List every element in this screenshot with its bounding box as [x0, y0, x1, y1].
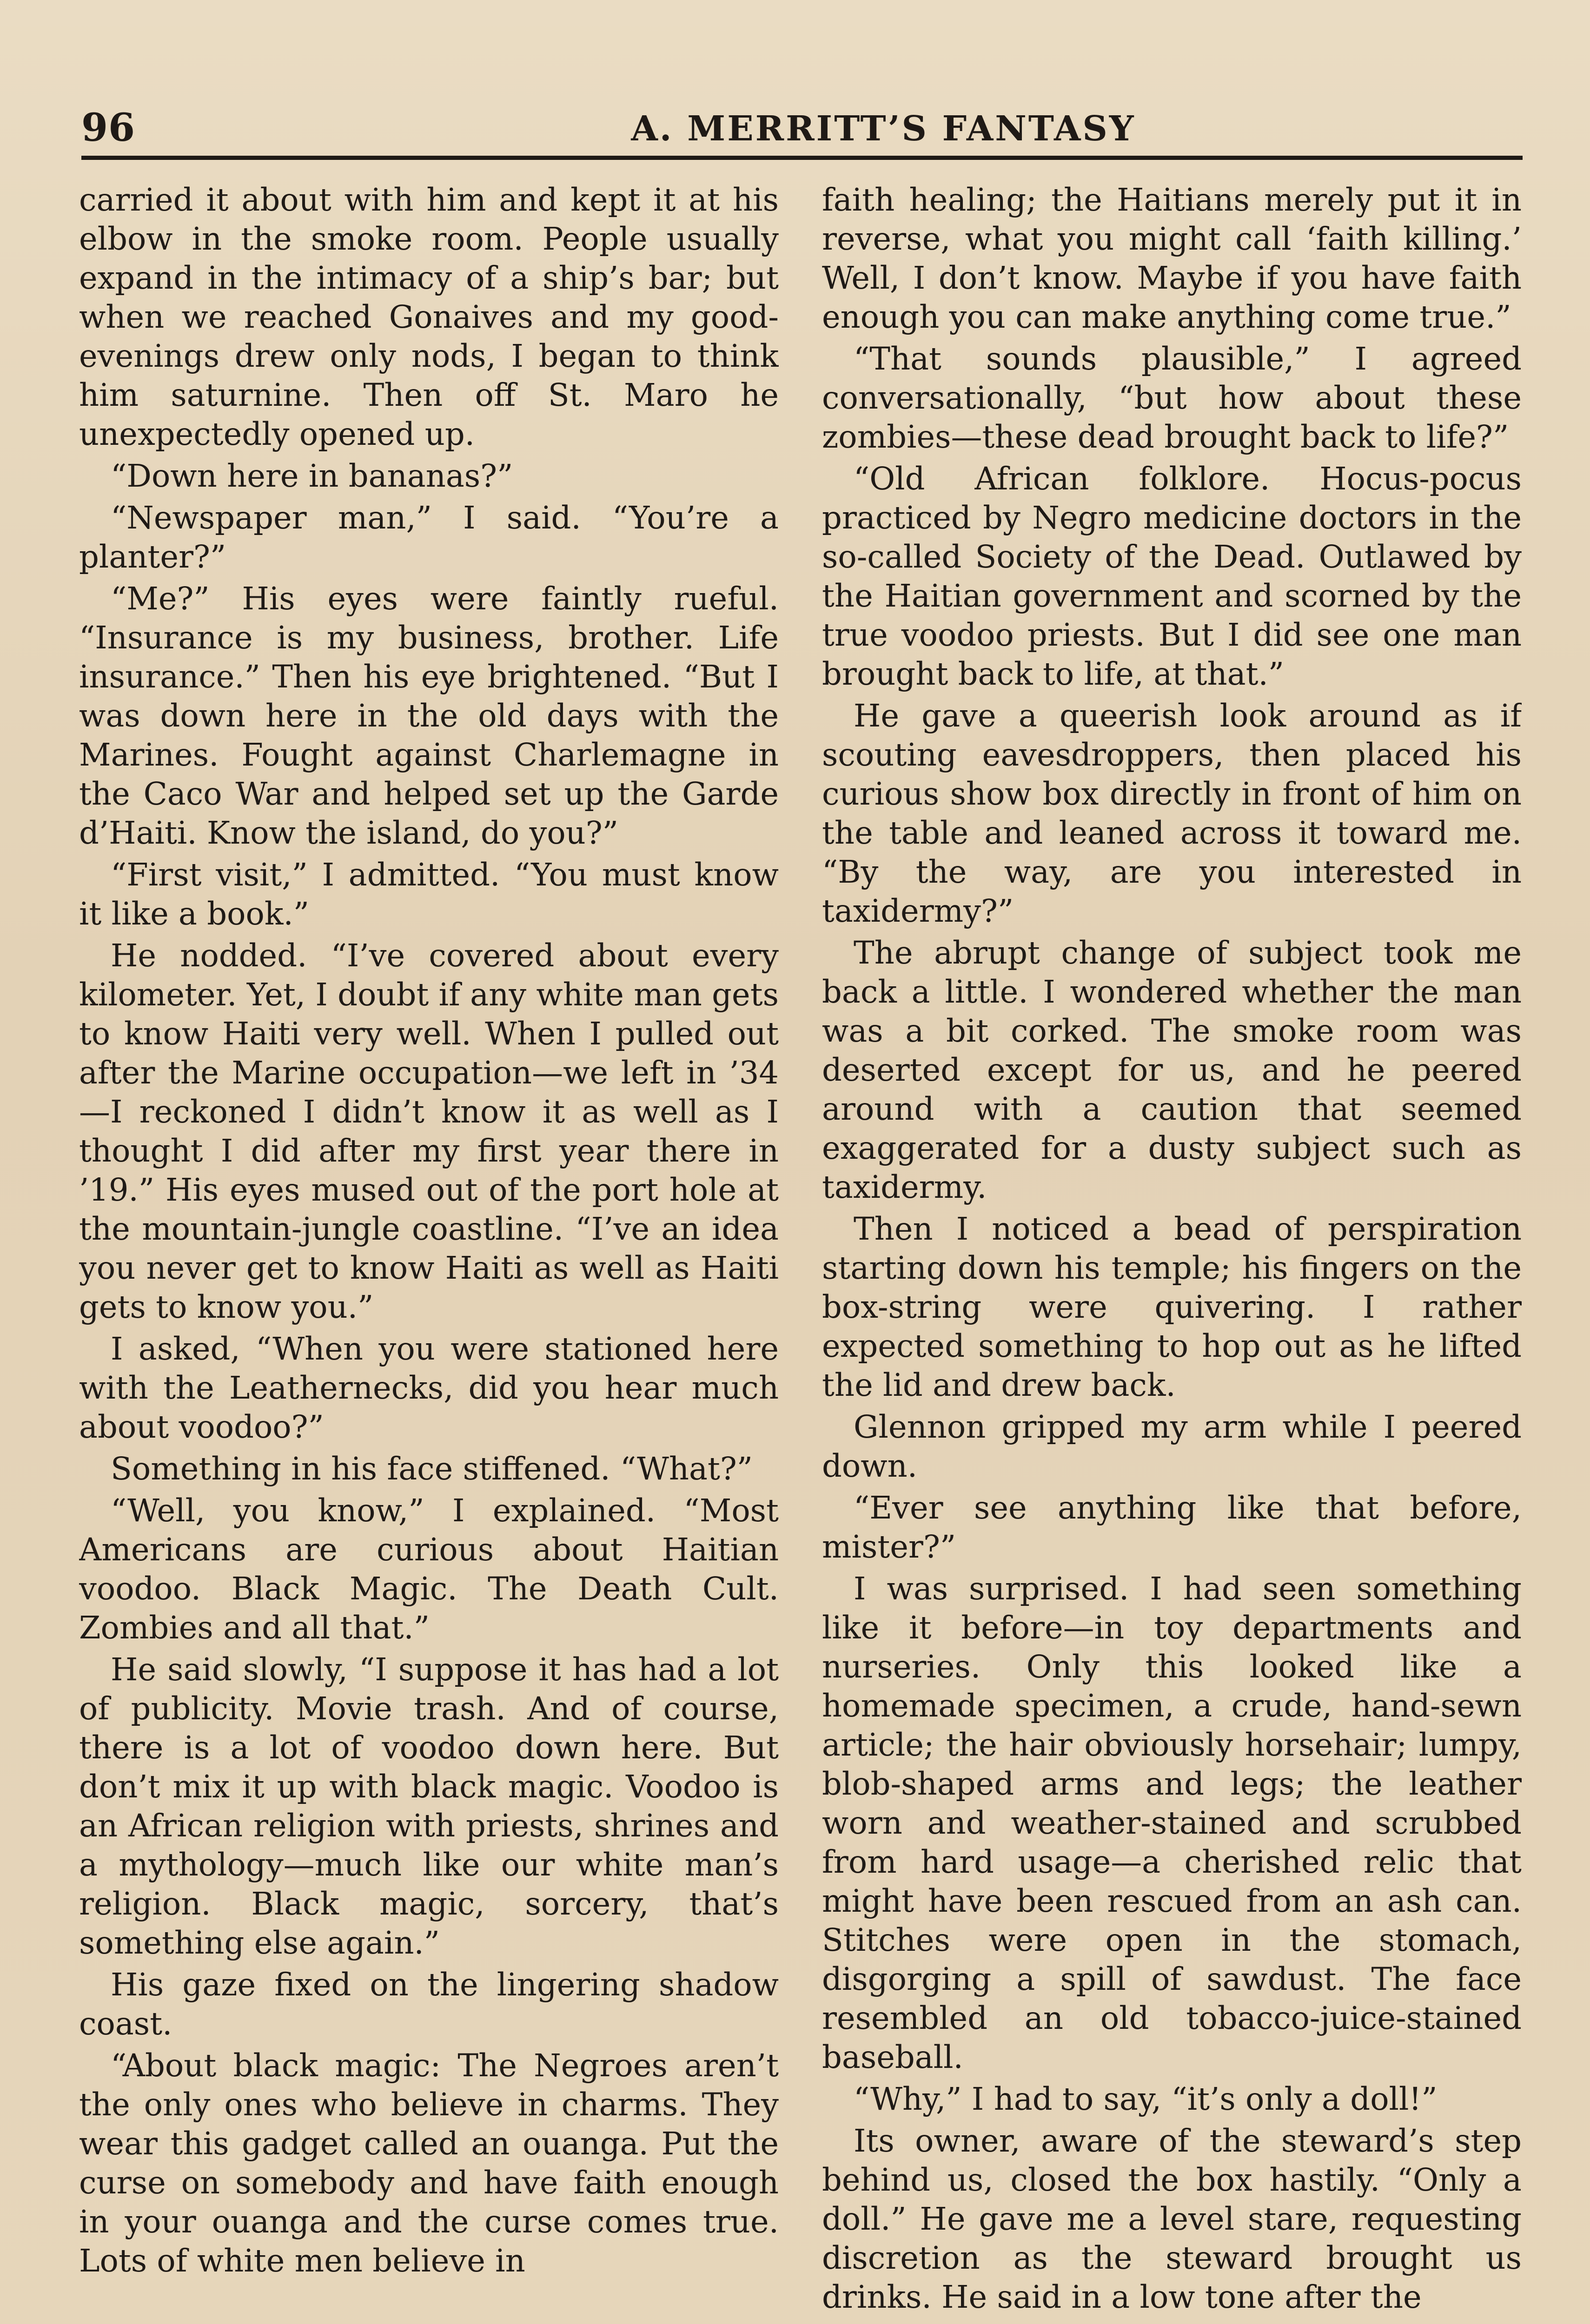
- paragraph: Then I noticed a bead of perspiration starting down his temple; his fingers on the box-string were quivering. I rather expected something to hop out as he lifted the lid and drew back.: [822, 1211, 1522, 1403]
- paragraph: Its owner, aware of the steward’s step behind us, closed the box hastily. “Only a doll.” He gave me a level stare, requesting discretion as the steward brought us drinks. He said in a low tone after the: [822, 2123, 1522, 2315]
- paragraph: Something in his face stiffened. “What?”: [111, 1451, 753, 1487]
- paragraph: He nodded. “I’ve covered about every kilometer. Yet, I doubt if any white man gets to know Haiti very well. When I pulled out after the Marine occupation—we left in ’34—I reckoned I didn’t know it as well as I thought I did after my first year there in ’19.” His eyes mused out of the port hole at the mountain-jungle coastline. “I’ve an idea you never get to know Haiti as well as Haiti gets to know you.”: [79, 938, 779, 1325]
- paragraph: “Why,” I had to say, “it’s only a doll!”: [854, 2081, 1438, 2117]
- paragraph: faith healing; the Haitians merely put it in reverse, what you might call ‘faith killing.’ Well, I don’t know. Maybe if you have faith enough you can make anything come true.”: [822, 182, 1522, 335]
- header-rule: [81, 156, 1523, 160]
- paragraph: His gaze fixed on the lingering shadow coast.: [79, 1967, 779, 2042]
- paragraph: “Well, you know,” I explained. “Most Americans are curious about Haitian voodoo. Black Magic. The Death Cult. Zombies and all that.”: [79, 1492, 779, 1646]
- paragraph: I was surprised. I had seen something like it before—in toy departments and nurseries. Only this looked like a homemade specimen, a crude, hand-sewn article; the hair obviously horsehair; lumpy, blob-shaped arms and legs; the leather worn and weather-stained and scrubbed from hard usage—a cherished relic that might have been rescued from an ash can. Stitches were open in the stomach, disgorging a spill of sawdust. The face resembled an old tobacco-juice-stained baseball.: [822, 1571, 1522, 2075]
- paragraph: carried it about with him and kept it at his elbow in the smoke room. People usually expand in the intimacy of a ship’s bar; but when we reached Gonaives and my good-evenings drew only nods, I began to think him saturnine. Then off St. Maro he unexpectedly opened up.: [79, 182, 779, 452]
- paragraph: “Old African folklore. Hocus-pocus practiced by Negro medicine doctors in the so-called Society of the Dead. Outlawed by the Haitian government and scorned by the true voodoo priests. But I did see one man brought back to life, at that.”: [822, 461, 1522, 692]
- paragraph: “Me?” His eyes were faintly rueful. “Insurance is my business, brother. Life insurance.” Then his eye brightened. “But I was down here in the old days with the Marines. Fought against Charlemagne in the Caco War and helped set up the Garde d’Haiti. Know the island, do you?”: [79, 581, 779, 851]
- right-column: [822, 180, 1522, 2324]
- paragraph: Glennon gripped my arm while I peered down.: [822, 1409, 1522, 1484]
- paragraph: He gave a queerish look around as if scouting eavesdroppers, then placed his curious show box directly in front of him on the table and leaned across it toward me. “By the way, are you interested in taxidermy?”: [822, 698, 1522, 929]
- paragraph: “Down here in bananas?”: [111, 458, 513, 494]
- paragraph: “Ever see anything like that before, mister?”: [822, 1490, 1522, 1565]
- page-header: [81, 100, 1523, 170]
- paragraph: “First visit,” I admitted. “You must know it like a book.”: [79, 857, 779, 932]
- paragraph: “Newspaper man,” I said. “You’re a planter?”: [79, 500, 779, 575]
- left-column: [79, 180, 779, 2324]
- paragraph: “That sounds plausible,” I agreed conversationally, “but how about these zombies—these dead brought back to life?”: [822, 341, 1522, 455]
- paragraph: “About black magic: The Negroes aren’t the only ones who believe in charms. They wear this gadget called an ouanga. Put the curse on somebody and have faith enough in your ouanga and the curse comes true. Lots of white men believe in: [79, 2047, 779, 2279]
- page-number: 96: [81, 106, 136, 150]
- paragraph: I asked, “When you were stationed here with the Leathernecks, did you hear much about voodoo?”: [79, 1331, 779, 1445]
- paragraph: He said slowly, “I suppose it has had a lot of publicity. Movie trash. And of course, there is a lot of voodoo down here. But don’t mix it up with black magic. Voodoo is an African religion with priests, shrines and a mythology—much like our white man’s religion. Black magic, sorcery, that’s something else again.”: [79, 1651, 779, 1961]
- running-title: A. MERRITT’S FANTASY: [631, 109, 1136, 149]
- paragraph: The abrupt change of subject took me back a little. I wondered whether the man was a bit corked. The smoke room was deserted except for us, and he peered around with a caution that seemed exaggerated for a dusty subject such as taxidermy.: [822, 935, 1522, 1205]
